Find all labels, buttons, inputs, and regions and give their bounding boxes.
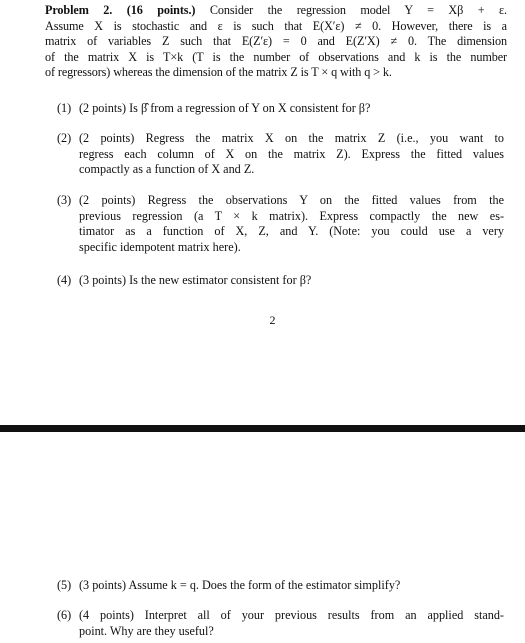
problem-heading: Problem 2.	[45, 3, 113, 17]
page-number: 2	[269, 313, 276, 327]
question-number: (6)	[57, 608, 72, 622]
intro-line-1	[45, 3, 507, 19]
question-number: (5)	[57, 578, 72, 592]
question-line: previous regression (a T × k matrix). Express compactly the new es-	[79, 208, 504, 223]
question-points: (2 points)	[79, 193, 136, 207]
question-number: (2)	[57, 131, 72, 145]
intro-line-2: Assume X is stochastic and ε is such that E(X′ε) ≠ 0. However, there is a	[45, 18, 507, 33]
question-line: Regress the observations Y on the fitted values from the	[147, 193, 504, 207]
question-1	[57, 101, 504, 117]
intro-line-5: of regressors) whereas the dimension of the matrix Z is T × q with q > k.	[45, 65, 392, 80]
page-divider	[0, 425, 525, 432]
question-number: (1)	[57, 101, 72, 115]
question-points: (3 points)	[79, 273, 127, 287]
question-5	[57, 578, 504, 594]
question-line: Is the new estimator consistent for β?	[129, 273, 312, 287]
question-line: Interpret all of your previous results from an applied stand-	[144, 608, 504, 622]
question-6	[57, 608, 504, 639]
page-bottom	[0, 432, 525, 643]
question-number: (4)	[57, 273, 72, 287]
intro-line-text: Consider the regression model Y = Xβ + ε.	[209, 3, 507, 17]
question-line: regress each column of X on the matrix Z). Express the fitted values	[79, 146, 504, 161]
question-line: Assume k = q. Does the form of the estimator simplify?	[128, 578, 401, 592]
problem-intro	[45, 3, 507, 81]
question-line: point. Why are they useful?	[79, 623, 214, 638]
question-3	[57, 193, 504, 255]
intro-line-3: matrix of variables Z such that E(Z′ε) = 0 and E(Z′X) ≠ 0. The dimension	[45, 34, 507, 49]
question-line: specific idempotent matrix here).	[79, 239, 241, 254]
question-points: (3 points)	[79, 578, 127, 592]
question-number: (3)	[57, 193, 72, 207]
question-points: (4 points)	[79, 608, 134, 622]
question-2	[57, 131, 504, 178]
problem-points: (16 points.)	[126, 3, 196, 17]
question-points: (2 points)	[79, 101, 127, 115]
question-line: Regress the matrix X on the matrix Z (i.e., you want to	[145, 131, 505, 145]
question-4	[57, 273, 504, 289]
question-line: timator as a function of X, Z, and Y. (Note: you could use a very	[79, 224, 504, 239]
question-line: Is β̂ from a regression of Y on X consistent for β?	[129, 101, 371, 115]
question-points: (2 points)	[79, 131, 135, 145]
question-line: compactly as a function of X and Z.	[79, 162, 255, 177]
intro-line-4: of the matrix X is T×k (T is the number of observations and k is the number	[45, 49, 507, 64]
